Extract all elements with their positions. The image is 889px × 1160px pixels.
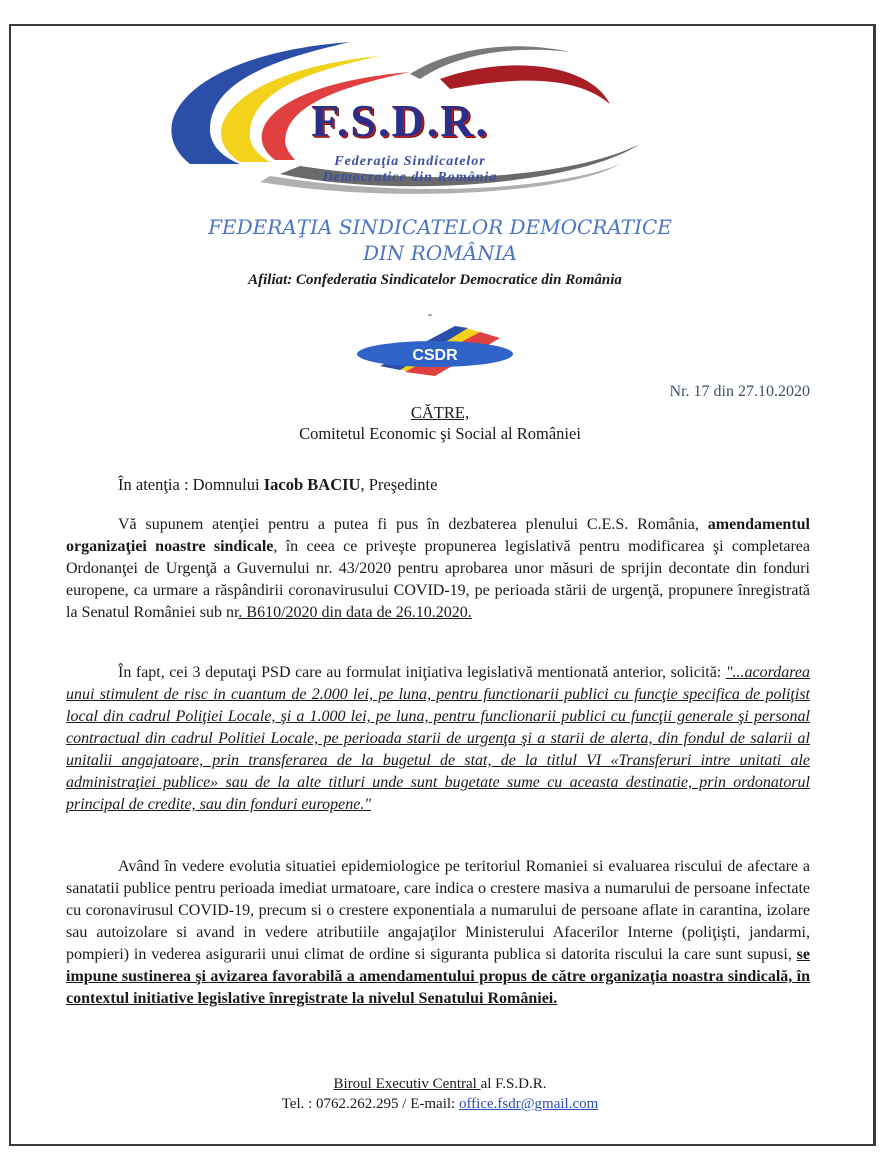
separator: - — [428, 307, 432, 321]
logo-subtitle-line2: Democratice din România — [322, 170, 498, 185]
logo-subtitle-line1: Federaţia Sindicatelor — [334, 154, 486, 169]
logo-title: F.S.D.R. — [311, 95, 489, 146]
recipient: Comitetul Economic şi Social al României — [299, 424, 581, 443]
affiliation: Afiliat: Confederatia Sindicatelor Democratice din România — [248, 272, 622, 288]
to-label: CĂTRE, — [410, 403, 470, 422]
footer-office: Biroul Executiv Central al F.S.D.R. — [333, 1076, 547, 1092]
reference-number: Nr. 17 din 27.10.2020 — [669, 383, 810, 400]
paragraph-1: Vă supunem atenţiei pentru a putea fi pus în dezbaterea plenului C.E.S. România, amendamentul organizaţiei noastre sindicale, în ceea ce priveşte propunerea legislativă pentru modificarea şi completarea Ordonanţei de Urgenţă a Guvernului nr. 43/2020 pentru aprobarea unor măsuri de sprijin decontate din fonduri europene, ca urmare a răspândirii coronavirusului COVID-19, pe perioada stării de urgenţă, propunere înregistrată la Senatul României sub nr. B610/2020 din data de 26.10.2020. — [66, 516, 810, 621]
federation-name-line2: DIN ROMÂNIA — [362, 241, 517, 265]
svg-text:CSDR: CSDR — [412, 347, 458, 364]
fsdr-logo — [150, 34, 650, 194]
csdr-logo — [350, 318, 520, 378]
paragraph-3: Având în vedere evolutia situatiei epidemiologice pe teritoriul Romaniei si evaluarea riscului de afectare a sanatatii publice pentru perioada imediat urmatoare, care indica o crestere masiva a numarului de persoane infectate cu coronavirusul COVID-19, precum si o crestere exponentiala a numarului de persoane aflate in carantina, izolare sau autoizolare si avand in vedere atributiile angajaţilor Ministerului Afacerilor Interne (poliţişti, jandarmi, pompieri) in vederea asigurarii unui climat de ordine si siguranta publica si datorita riscului la care sunt supusi, se impune sustinerea şi avizarea favorabilă a amendamentului propus de către organizaţia noastra sindicală, în contextul initiative legislative înregistrate la nivelul Senatului României. — [66, 858, 810, 1007]
attention-name: Iacob BACIU — [263, 475, 361, 494]
email-link[interactable]: office.fsdr@gmail.com — [458, 1096, 599, 1112]
federation-name-line1: FEDERAŢIA SINDICATELOR DEMOCRATICE — [208, 215, 672, 239]
csdr-logo-icon — [350, 318, 520, 378]
attention-line: În atenţia : Domnului Iacob BACIU, Preşedinte — [118, 475, 438, 494]
footer-contact: Tel. : 0762.262.295 / E-mail: office.fsdr@gmail.com — [281, 1096, 599, 1112]
quoted-initiative: "...acordarea unui stimulent de risc in cuantum de 2.000 lei, pe luna, pentru functionarii publici cu funcţie specifica de poliţist local din cadrul Poliţiei Locale, şi a 1.000 lei, pe luna, pentru funclionarii publici cu funcţii generale şi personal contractual din cadrul Politiei Locale, pe perioada starii de urgenţa şi a starii de alerta, din fondul de salarii al unitalii angajatoare, prin transferarea de la bugetul de stat, de la titlul VI «Transferuri intre unitati ale administraţiei publice» sau de la alte titluri unde sunt bugetate sume cu aceasta destinatie, prin ordonatorul principal de credite, sau din fonduri europene." — [66, 664, 810, 813]
paragraph-2: În fapt, cei 3 deputaţi PSD care au formulat iniţiativa legislativă mentionată anterior, solicită: "...acordarea unui stimulent de risc in cuantum de 2.000 lei, pe luna, pentru functionarii publici cu funcţie specifica de poliţist local din cadrul Poliţiei Locale, şi a 1.000 lei, pe luna, pentru funclionarii publici cu funcţii generale şi personal contractual din cadrul Politiei Locale, pe perioada starii de urgenţa şi a starii de alerta, din fondul de salarii al unitalii angajatoare, prin transferarea de la bugetul de stat, de la titlul VI «Transferuri intre unitati ale administraţiei publice» sau de la alte titluri unde sunt bugetate sume cu aceasta destinatie, prin ordonatorul principal de credite, sau din fonduri europene." — [66, 664, 810, 813]
